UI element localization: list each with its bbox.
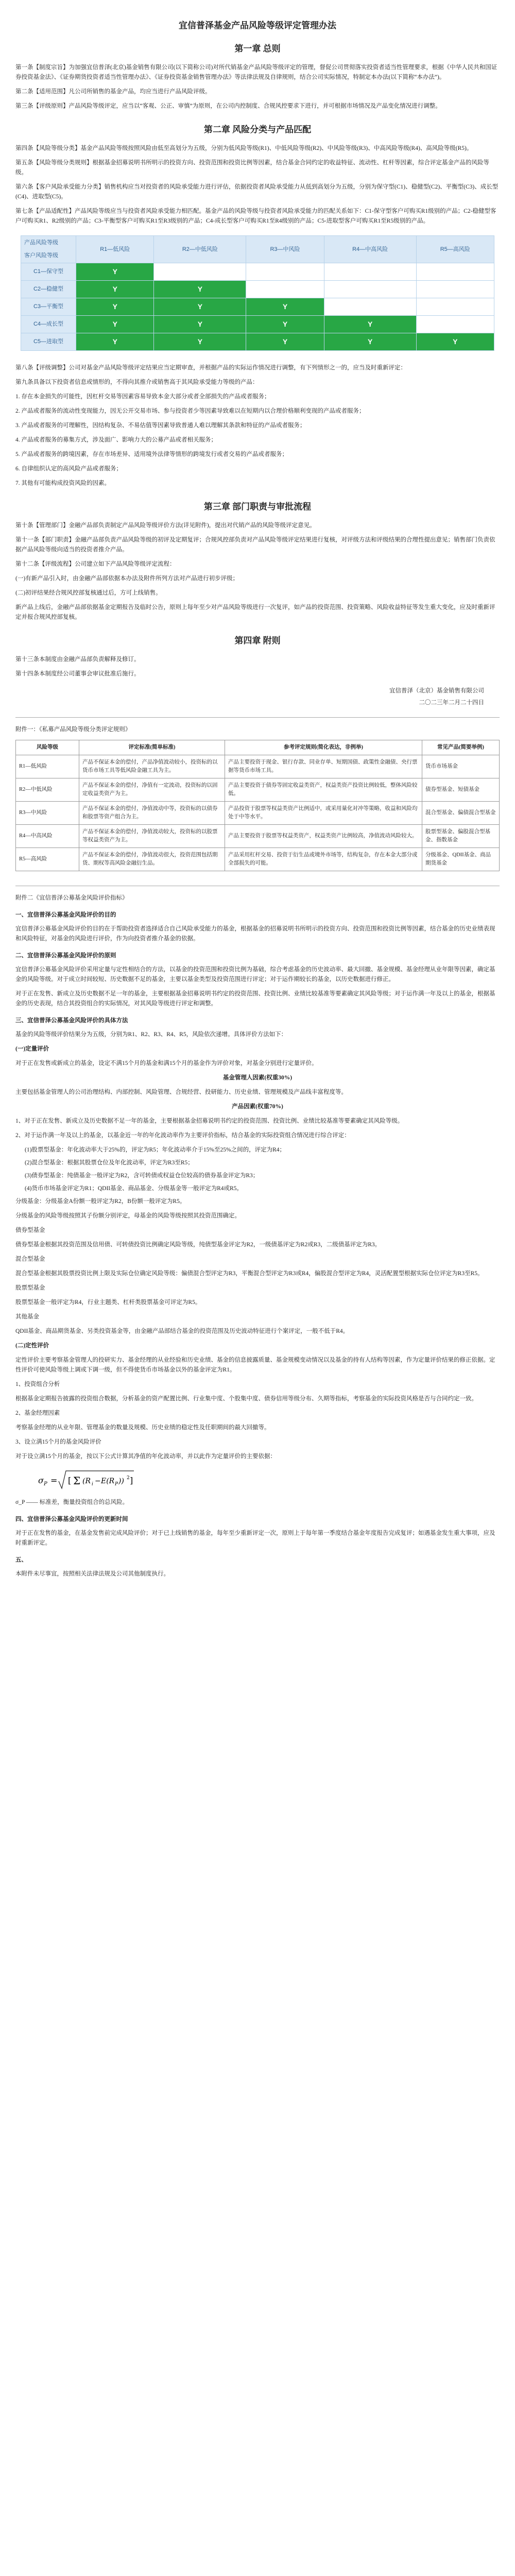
article-10 bbox=[15, 521, 500, 531]
chapter-3-title: 第三章 部门职责与审批流程 bbox=[203, 502, 312, 512]
matrix-cell-empty bbox=[246, 281, 324, 298]
matrix-row-c2 bbox=[21, 281, 494, 298]
signature-date: 二〇二三年二月二十四日 bbox=[419, 700, 484, 706]
matrix-row-c3 bbox=[21, 298, 494, 316]
annex-2-graded-fund: 分级基金：分级基金A份额一般评定为R2，B份额一般评定为R5。 bbox=[15, 1198, 186, 1205]
annex-2-quant-text: 对于正在发售或新成立的基金，设定不满15个月的基金和满15个月的基金作为评价对象，对基金分别进行定量评价。 bbox=[15, 1060, 318, 1066]
annex-2-title: 附件二《宜信普泽公募基金风险评价指标》 bbox=[15, 895, 128, 901]
annex-1-header: 风险等级 bbox=[16, 740, 79, 755]
article-9-text: 具备以下投资者信息或情形的，不得向其推介或销售高于其风险承受能力等级的产品： bbox=[33, 379, 259, 385]
article-6-text: 销售机构应当对投资者的风险承受能力进行评估，依据投资者风险承受能力从低到高划分为五级，分别为保守型(C1)、稳健型(C2)、平衡型(C3)、成长型(C4)、进取型(C5)。 bbox=[15, 184, 499, 200]
volatility-formula bbox=[36, 1468, 500, 1493]
annex-2-section-2-text: 宜信普泽公募基金风险评价采用定量与定性相结合的方法，以基金的投资范围和投资比例为基础，综合考虑基金的历史波动率、最大回撤、基金规模、基金经理从业年限等因素，确定基金的风险等级。对于成立时间较短、历史数据不足的基金，主要以基金类型及投资范围进行评定；对于运作期较长的基金，以历史数据进行修正。 bbox=[15, 967, 495, 982]
matrix-row-c1 bbox=[21, 263, 494, 281]
annex-2-hybrid-fund-text: 混合型基金根据其股票投资比例上限及实际仓位确定风险等级：偏债混合型评定为R3，平衡混合型评定为R3或R4，偏股混合型评定为R4，灵活配置型根据实际仓位评定为R3至R5。 bbox=[15, 1270, 484, 1277]
annex-1-cell: 产品不保证本金的偿付，净值波动较大，投资标的以股票等权益类资产为主。 bbox=[79, 825, 225, 848]
article-11 bbox=[15, 535, 500, 555]
annex-1-cell: 债券型基金、短债基金 bbox=[422, 778, 500, 802]
article-9 bbox=[15, 378, 500, 387]
article-14 bbox=[15, 669, 500, 679]
annex-1-cell: 混合型基金、偏债混合型基金 bbox=[422, 802, 500, 825]
matrix-cell-empty bbox=[416, 281, 494, 298]
article-12-item: (一)有新产品引入时，由金融产品部依据本办法及附件所列方法对产品进行初步评级； bbox=[15, 575, 239, 582]
article-8-text: 公司对基金产品风险等级评定结果应当定期审查，并根据产品的实际运作情况进行调整，有下列情形之一的，应当及时重新评定： bbox=[68, 365, 406, 371]
matrix-cell-empty bbox=[324, 263, 416, 281]
matrix-cell-empty bbox=[416, 316, 494, 333]
annex-1-cell: 产品主要投资于现金、银行存款、同业存单、短期国债、政策性金融债、央行票据等货币市场工具。 bbox=[225, 755, 422, 778]
article-1-text: 为加强宜信普泽(北京)基金销售有限公司(以下简称公司)对所代销基金产品风险等级评定的管理，督促公司贯彻落实投资者适当性管理要求，根据《中华人民共和国证券投资基金法》、《证券期货投资者适当性管理办法》、《证券投资基金销售管理办法》等法律法规及自律规则，结合公司实际情况，特制定本办法(以下简称“本办法”)。 bbox=[15, 64, 497, 80]
matrix-cell-match: Y bbox=[76, 281, 154, 298]
annex-1-cell: R5—高风险 bbox=[16, 848, 79, 871]
matrix-cell-empty bbox=[416, 263, 494, 281]
article-4-label: 第四条【风险等级分类】 bbox=[15, 145, 81, 151]
matrix-cell-match: Y bbox=[76, 298, 154, 316]
annex-2-qual-title: (二)定性评价 bbox=[15, 1343, 49, 1349]
svg-text:]: ] bbox=[130, 1476, 133, 1485]
annex-1-cell: R3—中风险 bbox=[16, 802, 79, 825]
annex-2-volatility-title: 3、设立满15个月的基金风险评价 bbox=[15, 1439, 101, 1445]
article-12-item: (二)初评结果经合规风控部复核通过后，方可上线销售。 bbox=[15, 590, 162, 596]
document-title: 宜信普泽基金产品风险等级评定管理办法 bbox=[179, 21, 336, 30]
matrix-row-label: C1—保守型 bbox=[21, 263, 76, 281]
article-9-item: 4. 产品或者服务的募集方式，涉及面广、影响力大的公募产品或者相关服务； bbox=[15, 437, 217, 443]
article-12-tail: 新产品上线后，金融产品部依据基金定期报告及临时公告，原则上每年至少对产品风险等级进行一次复评，如产品的投资范围、投资策略、风险收益特征等发生重大变化，应及时重新评定并报合规风控部复核。 bbox=[15, 604, 495, 620]
annex-2-section-3-text: 基金的风险等级评价结果分为五级，分别为R1、R2、R3、R4、R5，风险依次递增。具体评价方法如下： bbox=[15, 1031, 287, 1038]
article-13-label: 第十三条 bbox=[15, 656, 39, 663]
annex-2-volatility-text: 对于设立满15个月的基金，按以下公式计算其净值的年化波动率，并以此作为定量评价的主要依据： bbox=[15, 1453, 276, 1460]
matrix-cell-match: Y bbox=[246, 333, 324, 351]
annex-2-quant-title: (一)定量评价 bbox=[15, 1046, 49, 1052]
annex-1-cell: R1—低风险 bbox=[16, 755, 79, 778]
matrix-col-r2: R2—中低风险 bbox=[154, 236, 246, 263]
matrix-cell-empty bbox=[324, 281, 416, 298]
annex-1-table bbox=[15, 740, 500, 871]
annex-2-section-2-title: 二、宜信普泽公募基金风险评价的原则 bbox=[15, 953, 116, 959]
suitability-matrix-table bbox=[21, 235, 494, 351]
matrix-cell-match: Y bbox=[76, 263, 154, 281]
annex-2-section-4-text: 对于正在发售的基金，在基金发售前完成风险评价；对于已上线销售的基金，每年至少重新评定一次，原则上于每年第一季度结合基金年度报告完成复评；如遇基金发生重大事项，应及时重新评定。 bbox=[15, 1530, 495, 1546]
matrix-cell-match: Y bbox=[154, 281, 246, 298]
annex-2-bond-fund: 债券型基金 bbox=[15, 1227, 45, 1233]
matrix-corner bbox=[21, 236, 76, 263]
matrix-corner-client-label: 客户风险等级 bbox=[24, 252, 58, 259]
article-5-label: 第五条【风险等级分类规则】 bbox=[15, 160, 93, 166]
annex-2-product-rule: (2)混合型基金：根据其股票仓位及年化波动率，评定为R3至R5； bbox=[25, 1160, 194, 1166]
annex-2-section-4-title: 四、宜信普泽公募基金风险评价的更新时间 bbox=[15, 1516, 128, 1522]
annex-1-cell: 产品投资于股票等权益类资产比例适中，或采用量化对冲等策略，收益和风险均处于中等水平。 bbox=[225, 802, 422, 825]
chapter-2-title: 第二章 风险分类与产品匹配 bbox=[203, 125, 312, 134]
article-4-text: 基金产品风险等级按照风险由低至高划分为五级，分别为低风险等级(R1)、中低风险等级(R2)、中风险等级(R3)、中高风险等级(R4)、高风险等级(R5)。 bbox=[80, 145, 473, 151]
matrix-row-label: C2—稳健型 bbox=[21, 281, 76, 298]
annex-1-cell: 货币市场基金 bbox=[422, 755, 500, 778]
article-6-label: 第六条【客户风险承受能力分类】 bbox=[15, 184, 105, 190]
article-6 bbox=[15, 182, 500, 202]
annex-2-stock-fund: 股票型基金 bbox=[15, 1285, 45, 1291]
suitability-matrix bbox=[21, 235, 494, 351]
article-7-label: 第七条【产品适配性】 bbox=[15, 208, 75, 214]
article-5-text: 根据基金招募说明书所明示的投资方向、投资范围和投资比例等因素，结合基金合同约定的收益特征、流动性、杠杆等因素，综合评定基金产品的风险等级。 bbox=[15, 160, 489, 176]
article-9-item: 1. 存在本金损失的可能性，因杠杆交易等因素容易导致本金大部分或者全部损失的产品或者服务； bbox=[15, 394, 270, 400]
article-1 bbox=[15, 63, 500, 82]
article-14-text: 本制度经公司董事会审议批准后施行。 bbox=[39, 671, 140, 677]
annex-1-header: 评定标准(简单标准) bbox=[79, 740, 225, 755]
matrix-row-label: C4—成长型 bbox=[21, 316, 76, 333]
annex-2-manager-factor: 基金管理人因素(权重30%) bbox=[222, 1075, 293, 1081]
matrix-col-r5: R5—高风险 bbox=[416, 236, 494, 263]
annex-2-product-factor: 产品因素(权重70%) bbox=[232, 1104, 283, 1110]
annex-2-section-5-text: 本附件未尽事宜，按照相关法律法规及公司其他制度执行。 bbox=[15, 1571, 169, 1577]
svg-text:σ: σ bbox=[38, 1476, 44, 1485]
matrix-cell-match: Y bbox=[246, 298, 324, 316]
matrix-row-c5 bbox=[21, 333, 494, 351]
annex-2-section-5-title: 五、 bbox=[15, 1557, 27, 1563]
matrix-cell-empty bbox=[246, 263, 324, 281]
article-13 bbox=[15, 655, 500, 665]
chapter-4-title: 第四章 附则 bbox=[234, 636, 281, 646]
article-12-label: 第十二条【评级流程】 bbox=[15, 561, 75, 567]
matrix-cell-match: Y bbox=[154, 298, 246, 316]
annex-2-portfolio-text: 根据基金定期报告披露的投资组合数据，分析基金的资产配置比例、行业集中度、个股集中度、债券信用等级分布、久期等指标，考察基金的实际投资风格是否与合同约定一致。 bbox=[15, 1396, 477, 1402]
signature-company: 宜信普泽（北京）基金销售有限公司 bbox=[389, 688, 484, 694]
article-13-text: 本制度由金融产品部负责解释及修订。 bbox=[39, 656, 140, 663]
volatility-formula-graphic bbox=[36, 1468, 170, 1493]
annex-1-cell: 产品采用杠杆交易、投资于衍生品或境外市场等，结构复杂，存在本金大部分或全部损失的可能。 bbox=[225, 848, 422, 871]
annex-2-product-rule: 1、对于正在发售、新成立及历史数据不足一年的基金，主要根据基金招募说明书约定的投资范围、投资比例、业绩比较基准等要素确定其风险等级。 bbox=[15, 1118, 404, 1124]
annex-1-cell: 产品不保证本金的偿付，净值波动中等，投资标的以债券和股票等资产组合为主。 bbox=[79, 802, 225, 825]
annex-2-product-rule: (1)股票型基金：年化波动率大于25%的，评定为R5；年化波动率介于15%至25%之间的，评定为R4； bbox=[25, 1147, 285, 1153]
svg-text:E(R: E(R bbox=[101, 1477, 115, 1485]
annex-2-section-3-title: 三、宜信普泽公募基金风险评价的具体方法 bbox=[15, 1018, 128, 1024]
article-3 bbox=[15, 101, 500, 111]
annex-2-section-1-title: 一、宜信普泽公募基金风险评价的目的 bbox=[15, 912, 116, 918]
article-12 bbox=[15, 560, 500, 569]
article-7-text: 产品风险等级应当与投资者风险承受能力相匹配。基金产品的风险等级与投资者风险承受能力的匹配关系如下：C1-保守型客户可购买R1级别的产品；C2-稳健型客户可购买R1、R2级别的产品；C3-平衡型客户可购买R1至R3级别的产品；C4-成长型客户可购买R1至R4级别的产品；C5-进取型客户可购买R1至R5级别的产品。 bbox=[15, 208, 496, 224]
article-9-item: 3. 产品或者服务的可理解性，因结构复杂、不易估值等因素导致普通人难以理解其条款和特征的产品或者服务； bbox=[15, 422, 306, 429]
matrix-cell-match: Y bbox=[416, 333, 494, 351]
matrix-cell-empty bbox=[154, 263, 246, 281]
matrix-cell-empty bbox=[416, 298, 494, 316]
annex-2-hybrid-fund: 混合型基金 bbox=[15, 1256, 45, 1262]
annex-1-header-row bbox=[16, 740, 500, 755]
svg-text:P: P bbox=[115, 1482, 118, 1487]
svg-text:(R: (R bbox=[82, 1477, 91, 1485]
matrix-col-r3: R3—中风险 bbox=[246, 236, 324, 263]
annex-2-qual-text: 定性评价主要考察基金管理人的投研实力、基金经理的从业经验和历史业绩、基金的信息披露质量、基金规模变动情况以及基金的持有人结构等因素，作为定量评价结果的修正依据。定性评价可使风险等级上调或下调一级，但不得使货币市场基金以外的基金评定为R1。 bbox=[15, 1357, 495, 1373]
annex-1-cell: 股票型基金、偏股混合型基金、指数基金 bbox=[422, 825, 500, 848]
annex-2-section-2-text-2: 对于正在发售、新成立及历史数据不足一年的基金，主要根据基金招募说明书约定的投资范围、投资比例、业绩比较基准等要素确定其风险等级；对于运作满一年及以上的基金，根据基金的历史表现，结合其投资组合的实际情况，对其风险等级进行评定和调整。 bbox=[15, 991, 495, 1007]
annex-2-section-1-text: 宜信普泽公募基金风险评价的目的在于帮助投资者选择适合自己风险承受能力的基金，根据基金的招募说明书所明示的投资方向、投资范围和投资比例等因素，结合基金的历史业绩表现和风险特征，对基金的风险进行评价，作为向投资者推介基金的依据。 bbox=[15, 926, 495, 942]
matrix-cell-match: Y bbox=[76, 316, 154, 333]
annex-2-portfolio-title: 1、投资组合分析 bbox=[15, 1381, 60, 1387]
annex-2-graded-fund-text: 分级基金的风险等级按照其子份额分别评定，母基金的风险等级按照其投资范围确定。 bbox=[15, 1213, 241, 1219]
matrix-cell-match: Y bbox=[324, 316, 416, 333]
matrix-cell-match: Y bbox=[76, 333, 154, 351]
matrix-corner-product-label: 产品风险等级 bbox=[24, 240, 58, 246]
article-9-item: 5. 产品或者服务的跨境因素，存在市场差异、适用境外法律等情形的跨境发行或者交易的产品或者服务； bbox=[15, 451, 288, 457]
chapter-1-title: 第一章 总则 bbox=[234, 44, 281, 54]
svg-text:P: P bbox=[44, 1481, 47, 1487]
table-row bbox=[16, 825, 500, 848]
annex-1-cell: R2—中低风险 bbox=[16, 778, 79, 802]
signature-block bbox=[15, 686, 500, 708]
svg-text:)): )) bbox=[118, 1477, 124, 1485]
article-5 bbox=[15, 158, 500, 178]
matrix-cell-match: Y bbox=[324, 333, 416, 351]
article-3-text: 产品风险等级评定，应当以“客观、公正、审慎”为原则，在公司内控制度、合规风控要求下进行，并可根据市场情况及产品变化情况进行调整。 bbox=[68, 103, 441, 109]
svg-text:=: = bbox=[50, 1476, 58, 1485]
article-9-item: 7. 其他有可能构成投资风险的因素。 bbox=[15, 480, 110, 486]
annex-1-cell: 产品不保证本金的偿付，产品净值波动较小，投资标的以货币市场工具等低风险金融工具为主。 bbox=[79, 755, 225, 778]
matrix-col-r1: R1—低风险 bbox=[76, 236, 154, 263]
article-12-text: 公司建立如下产品风险等级评定流程： bbox=[75, 561, 176, 567]
volatility-formula-desc: σ_P —— 标准差，衡量投资组合的总风险。 bbox=[15, 1499, 129, 1505]
article-4 bbox=[15, 144, 500, 154]
svg-text:[: [ bbox=[68, 1476, 72, 1485]
article-11-text: 金融产品部负责产品风险等级的初评及定期复评；合规风控部负责对产品风险等级评定结果进行复核，对评级方法和评级结果的合理性提出意见；销售部门负责依据产品风险等级向适当的投资者推介产品。 bbox=[15, 537, 495, 553]
annex-1-header: 参考评定规则(简化表达，非例举) bbox=[225, 740, 422, 755]
article-9-label: 第九条 bbox=[15, 379, 33, 385]
annex-1-cell: 产品不保证本金的偿付，净值有一定波动，投资标的以固定收益类资产为主。 bbox=[79, 778, 225, 802]
annex-1-cell: 产品不保证本金的偿付，净值波动很大，投资范围包括期货、期权等高风险金融衍生品。 bbox=[79, 848, 225, 871]
annex-2-product-rule: (4)货币市场基金评定为R1；QDII基金、商品基金、分级基金等一般评定为R4或R5。 bbox=[25, 1185, 243, 1192]
article-10-label: 第十条【管理部门】 bbox=[15, 522, 69, 529]
table-row bbox=[16, 848, 500, 871]
section-divider bbox=[15, 717, 500, 718]
matrix-cell-match: Y bbox=[154, 333, 246, 351]
article-11-label: 第十一条【部门职责】 bbox=[15, 537, 75, 543]
annex-1-cell: R4—中高风险 bbox=[16, 825, 79, 848]
table-row bbox=[16, 755, 500, 778]
article-2-text: 凡公司所销售的基金产品，均应当进行产品风险评级。 bbox=[68, 89, 211, 95]
article-2 bbox=[15, 87, 500, 97]
table-row bbox=[16, 802, 500, 825]
matrix-col-r4: R4—中高风险 bbox=[324, 236, 416, 263]
annex-1-cell: 产品主要投资于债券等固定收益类资产，权益类资产投资比例较低，整体风险较低。 bbox=[225, 778, 422, 802]
article-9-item: 2. 产品或者服务的流动性变现能力，因无公开交易市场、参与投资者少等因素导致难以在短期内以合理价格顺利变现的产品或者服务； bbox=[15, 408, 365, 414]
matrix-cell-match: Y bbox=[246, 316, 324, 333]
annex-2-other-fund: 其他基金 bbox=[15, 1314, 39, 1320]
article-9-item: 6. 自律组织认定的高风险产品或者服务； bbox=[15, 466, 122, 472]
svg-text:−: − bbox=[95, 1477, 101, 1485]
annex-1-title: 附件一：《私募产品风险等级分类评定规则》 bbox=[15, 726, 131, 733]
article-1-label: 第一条【制度宗旨】 bbox=[15, 64, 69, 71]
annex-2-product-rule: (3)债券型基金：纯债基金一般评定为R2，含可转债或权益仓位较高的债券基金评定为R3； bbox=[25, 1173, 259, 1179]
annex-2-other-fund-text: QDII基金、商品期货基金、另类投资基金等，由金融产品部结合基金的投资范围及历史波动特征进行个案评定，一般不低于R4。 bbox=[15, 1328, 349, 1334]
table-row bbox=[16, 778, 500, 802]
article-7 bbox=[15, 207, 500, 226]
article-8-label: 第八条【评级调整】 bbox=[15, 365, 69, 371]
annex-1-header: 常见产品(简要举例) bbox=[422, 740, 500, 755]
article-2-label: 第二条【适用范围】 bbox=[15, 89, 69, 95]
article-10-text: 金融产品部负责制定产品风险等级评价方法(详见附件)，提出对代销产品的风险等级评定意见。 bbox=[68, 522, 316, 529]
article-3-label: 第三条【评级原则】 bbox=[15, 103, 69, 109]
annex-2-manager-title: 2、基金经理因素 bbox=[15, 1410, 60, 1416]
matrix-cell-match: Y bbox=[154, 316, 246, 333]
article-8 bbox=[15, 363, 500, 373]
svg-text:Σ: Σ bbox=[73, 1475, 81, 1487]
annex-1-cell: 分级基金、QDII基金、商品期货基金 bbox=[422, 848, 500, 871]
article-14-label: 第十四条 bbox=[15, 671, 39, 677]
annex-2-product-rule: 2、对于运作满一年及以上的基金，以基金近一年的年化波动率作为主要评价指标，结合基金的实际投资组合情况进行综合评定： bbox=[15, 1132, 350, 1139]
annex-2-manager-text: 考察基金经理的从业年限、管理基金的数量及规模、历史业绩的稳定性及任职期间的最大回撤等。 bbox=[15, 1425, 270, 1431]
matrix-row-c4 bbox=[21, 316, 494, 333]
matrix-row-label: C5—进取型 bbox=[21, 333, 76, 351]
annex-1-cell: 产品主要投资于股票等权益类资产，权益类资产比例较高，净值波动风险较大。 bbox=[225, 825, 422, 848]
annex-2-stock-fund-text: 股票型基金一般评定为R4，行业主题类、杠杆类股票基金可评定为R5。 bbox=[15, 1299, 201, 1306]
annex-2-manager-factor-text: 主要包括基金管理人的公司治理结构、内部控制、风险管理、合规经营、投研能力、历史业绩、管理规模及产品线丰富程度等。 bbox=[15, 1089, 347, 1095]
matrix-row-label: C3—平衡型 bbox=[21, 298, 76, 316]
svg-text:2: 2 bbox=[127, 1476, 130, 1481]
svg-text:i: i bbox=[92, 1482, 93, 1487]
annex-2-bond-fund-text: 债券型基金根据其投资范围及信用债、可转债投资比例确定风险等级，纯债型基金评定为R2，一级债基评定为R2或R3，二级债基评定为R3。 bbox=[15, 1242, 381, 1248]
matrix-cell-empty bbox=[324, 298, 416, 316]
matrix-header-row bbox=[21, 236, 494, 263]
